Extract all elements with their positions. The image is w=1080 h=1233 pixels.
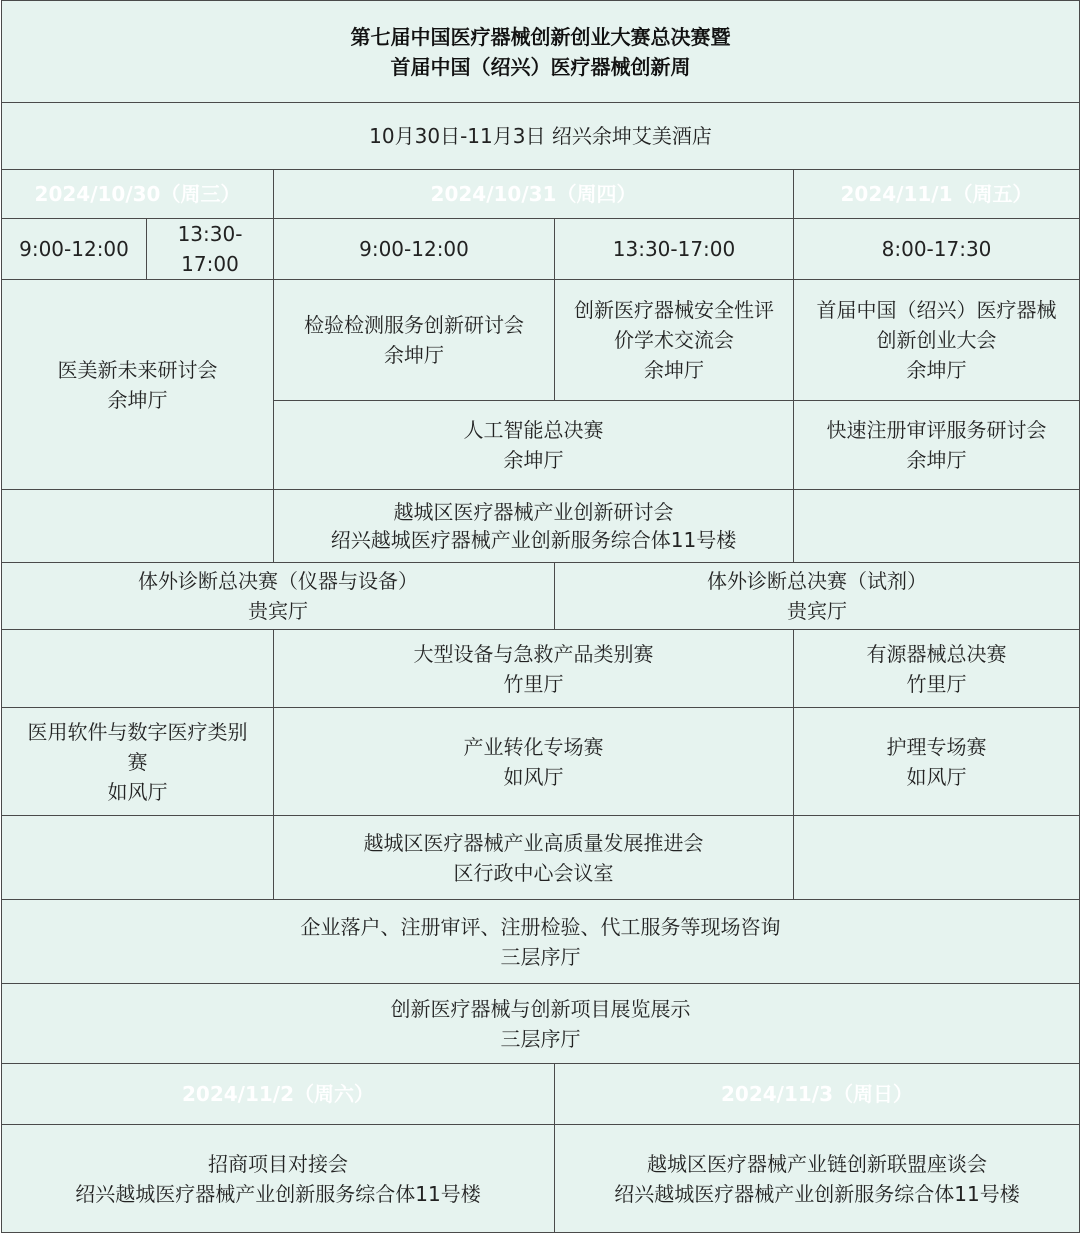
session-name-cont: 赛 — [127, 749, 148, 774]
date-header-1030: 2024/10/30（周三） — [2, 170, 274, 219]
session-name-cont: 创新创业大会 — [876, 328, 997, 352]
session-venue: 竹里厅 — [906, 671, 967, 696]
session-cell — [2, 1125, 555, 1233]
session-name: 大型设备与急救产品类别赛 — [413, 641, 654, 666]
session-row-h — [2, 900, 1080, 984]
session-row-a — [2, 280, 1080, 401]
session-name: 创新医疗器械安全性评 — [574, 298, 774, 322]
session-venue: 三层序厅 — [500, 944, 581, 969]
session-venue: 如风厅 — [906, 764, 967, 789]
session-row-e — [2, 630, 1080, 708]
session-name: 人工智能总决赛 — [463, 418, 604, 442]
session-name: 护理专场赛 — [886, 734, 987, 759]
session-row-f — [2, 708, 1080, 816]
session-venue: 余坤厅 — [644, 358, 704, 382]
event-dates-venue: 10月30日-11月3日 绍兴余坤艾美酒店 — [2, 103, 1080, 170]
session-cell — [2, 900, 1080, 984]
empty-cell — [794, 490, 1080, 563]
session-venue: 区行政中心会议室 — [453, 860, 614, 885]
session-venue: 绍兴越城医疗器械产业创新服务综合体11号楼 — [330, 528, 737, 552]
session-name: 越城区医疗器械产业创新研讨会 — [393, 500, 674, 524]
session-venue: 贵宾厅 — [787, 599, 847, 623]
session-name: 体外诊断总决赛（试剂） — [707, 569, 927, 593]
session-cell — [794, 280, 1080, 401]
session-name: 有源器械总决赛 — [866, 641, 1007, 666]
date-header-1101: 2024/11/1（周五） — [794, 170, 1080, 219]
date-row-2 — [2, 1064, 1080, 1125]
session-row-g — [2, 816, 1080, 900]
session-name: 企业落户、注册审评、注册检验、代工服务等现场咨询 — [300, 914, 781, 939]
session-name: 招商项目对接会 — [208, 1151, 348, 1176]
session-name: 创新医疗器械与创新项目展览展示 — [390, 996, 691, 1021]
empty-cell — [794, 816, 1080, 900]
date-header-1031: 2024/10/31（周四） — [274, 170, 794, 219]
session-venue: 余坤厅 — [906, 448, 967, 472]
session-venue: 余坤厅 — [107, 387, 168, 412]
session-cell — [794, 401, 1080, 490]
session-name-cont: 价学术交流会 — [614, 328, 734, 352]
time-slot-1031-am: 9:00-12:00 — [274, 219, 555, 280]
session-venue: 如风厅 — [107, 779, 168, 804]
empty-cell — [2, 490, 274, 563]
session-cell — [274, 280, 555, 401]
session-name: 越城区医疗器械产业链创新联盟座谈会 — [647, 1151, 987, 1176]
session-name: 产业转化专场赛 — [463, 734, 604, 759]
session-cell — [2, 563, 555, 630]
session-cell — [2, 708, 274, 816]
title-line-1: 第七届中国医疗器械创新创业大赛总决赛暨 — [350, 24, 731, 49]
title-line-2: 首届中国（绍兴）医疗器械创新周 — [390, 54, 691, 79]
session-venue: 竹里厅 — [503, 671, 564, 696]
session-name: 医用软件与数字医疗类别 — [27, 719, 248, 744]
session-venue: 余坤厅 — [384, 343, 444, 367]
session-cell — [2, 984, 1080, 1064]
session-cell — [274, 708, 794, 816]
session-row-d — [2, 563, 1080, 630]
session-cell — [794, 708, 1080, 816]
session-venue: 绍兴越城医疗器械产业创新服务综合体11号楼 — [75, 1181, 481, 1206]
session-name: 医美新未来研讨会 — [57, 357, 218, 382]
session-name: 越城区医疗器械产业高质量发展推进会 — [363, 830, 704, 855]
session-venue: 三层序厅 — [500, 1026, 581, 1051]
page-title — [2, 1, 1080, 103]
subtitle-row — [2, 103, 1080, 170]
time-slot-1030-pm: 13:30-17:00 — [147, 219, 274, 280]
session-venue: 贵宾厅 — [248, 599, 308, 623]
session-cell — [555, 280, 794, 401]
session-name: 检验检测服务创新研讨会 — [304, 313, 524, 337]
session-cell — [2, 280, 274, 490]
title-row — [2, 1, 1080, 103]
session-cell — [555, 563, 1080, 630]
session-row-j — [2, 1125, 1080, 1233]
time-slot-1031-pm: 13:30-17:00 — [555, 219, 794, 280]
session-venue: 余坤厅 — [906, 358, 967, 382]
session-venue: 余坤厅 — [503, 448, 564, 472]
date-row-1 — [2, 170, 1080, 219]
session-row-c — [2, 490, 1080, 563]
session-name: 首届中国（绍兴）医疗器械 — [816, 298, 1057, 322]
session-row-i — [2, 984, 1080, 1064]
session-venue: 如风厅 — [503, 764, 564, 789]
session-venue: 绍兴越城医疗器械产业创新服务综合体11号楼 — [614, 1181, 1020, 1206]
date-header-1103: 2024/11/3（周日） — [555, 1064, 1080, 1125]
session-cell — [274, 630, 794, 708]
session-name: 体外诊断总决赛（仪器与设备） — [138, 569, 418, 593]
session-cell — [274, 401, 794, 490]
session-cell — [555, 1125, 1080, 1233]
time-row — [2, 219, 1080, 280]
time-slot-1030-am: 9:00-12:00 — [2, 219, 147, 280]
schedule-table — [1, 0, 1080, 1233]
session-cell — [274, 816, 794, 900]
session-name: 快速注册审评服务研讨会 — [826, 418, 1047, 442]
session-cell — [794, 630, 1080, 708]
empty-cell — [2, 816, 274, 900]
session-cell — [274, 490, 794, 563]
empty-cell — [2, 630, 274, 708]
time-slot-1101-all: 8:00-17:30 — [794, 219, 1080, 280]
date-header-1102: 2024/11/2（周六） — [2, 1064, 555, 1125]
